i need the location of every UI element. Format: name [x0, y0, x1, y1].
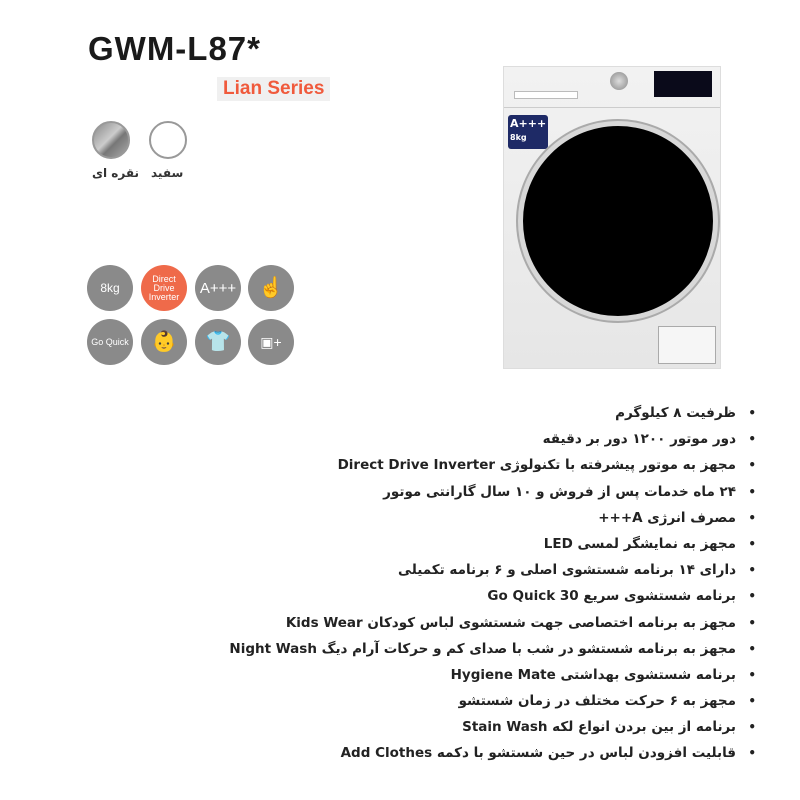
color-swatch-silver[interactable] [92, 121, 130, 159]
feature-text: دور موتور ۱۲۰۰ دور بر دقیقه [542, 431, 736, 448]
feature-list [229, 400, 756, 767]
color-label-silver: نقره ای [92, 166, 139, 180]
energy-rating: A+++ [510, 117, 547, 130]
feature-item [229, 662, 756, 688]
feature-item [229, 610, 756, 636]
feature-text: برنامه از بین بردن انواع لکه Stain Wash [462, 719, 736, 736]
feature-item [229, 452, 756, 478]
feature-text: مجهز به ۶ حرکت مختلف در زمان شستشو [458, 693, 736, 710]
bullet-icon: • [748, 406, 756, 420]
filter-cover [658, 326, 716, 364]
feature-text: دارای ۱۴ برنامه شستشوی اصلی و ۶ برنامه تکمیلی [398, 562, 736, 579]
feature-item [229, 426, 756, 452]
touch-display-icon: ☝ [248, 265, 294, 311]
go-quick-icon: Go Quick [87, 319, 133, 365]
feature-text: مصرف انرژی A+++ [598, 509, 736, 526]
color-label-white: سفید [151, 166, 184, 180]
detergent-drawer [514, 91, 578, 99]
feature-text: ظرفیت ۸ کیلوگرم [615, 405, 736, 421]
bullet-icon: • [748, 536, 756, 551]
feature-item [229, 479, 756, 505]
add-clothes-icon: ▣+ [248, 319, 294, 365]
feature-text: مجهز به برنامه اختصاصی جهت شستشوی لباس کودکان Kids Wear [285, 614, 736, 631]
washing-machine-image [503, 66, 721, 369]
stain-wash-shirt-icon: 👕 [195, 319, 241, 365]
feature-item [229, 688, 756, 714]
energy-label [508, 115, 548, 149]
capacity-icon: 8kg [87, 265, 133, 311]
bullet-icon: • [748, 615, 756, 630]
feature-text: مجهز به برنامه شستشو در شب با صدای کم و حرکات آرام دیگ Night Wash [229, 640, 736, 657]
feature-item [229, 636, 756, 662]
bullet-icon: • [748, 484, 756, 499]
direct-drive-inverter-icon: Direct Drive Inverter [141, 265, 187, 311]
control-panel [504, 67, 720, 108]
feature-text: قابلیت افزودن لباس در حین شستشو با دکمه Add Clothes [340, 745, 736, 762]
feature-item [229, 557, 756, 583]
feature-text: مجهز به موتور پیشرفته با تکنولوژی Direct Drive Inverter [337, 457, 736, 474]
program-knob [610, 72, 628, 90]
bullet-icon: • [748, 667, 756, 682]
bullet-icon: • [748, 746, 756, 761]
led-display [654, 71, 712, 97]
feature-item [229, 531, 756, 557]
bullet-icon: • [748, 563, 756, 578]
bullet-icon: • [748, 720, 756, 735]
energy-rating-icon: A+++ [195, 265, 241, 311]
bullet-icon: • [748, 458, 756, 473]
bullet-icon: • [748, 694, 756, 709]
feature-item [229, 400, 756, 426]
model-title: GWM-L87* [88, 30, 261, 67]
color-swatch-white[interactable] [149, 121, 187, 159]
feature-text: مجهز به نمایشگر لمسی LED [543, 535, 736, 552]
bullet-icon: • [748, 589, 756, 604]
bullet-icon: • [748, 432, 756, 447]
bullet-icon: • [748, 641, 756, 656]
kids-wear-icon: 👶 [141, 319, 187, 365]
feature-item [229, 740, 756, 766]
feature-item [229, 583, 756, 609]
feature-text: برنامه شستشوی سریع Go Quick 30 [487, 588, 736, 605]
feature-text: برنامه شستشوی بهداشتی Hygiene Mate [450, 666, 736, 683]
series-badge: Lian Series [217, 77, 330, 101]
bullet-icon: • [748, 510, 756, 525]
feature-text: ۲۴ ماه خدمات پس از فروش و ۱۰ سال گارانتی موتور [383, 483, 736, 500]
feature-item [229, 714, 756, 740]
feature-item [229, 505, 756, 531]
machine-door [518, 121, 718, 321]
energy-capacity: 8kg [510, 133, 527, 142]
